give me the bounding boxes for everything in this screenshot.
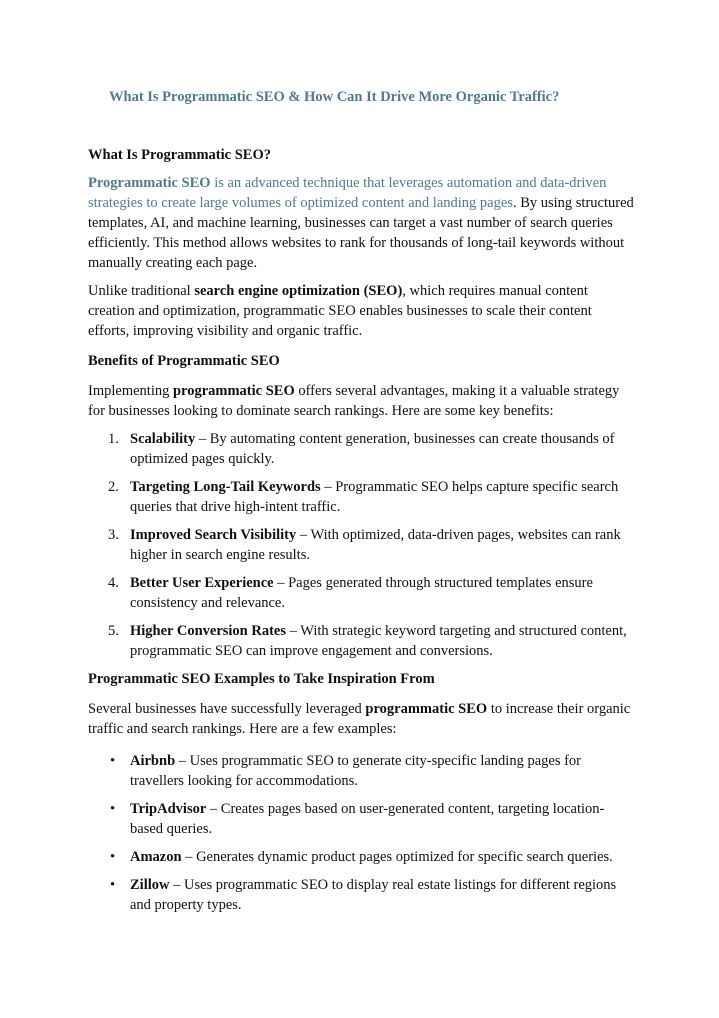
paragraph-comparison xyxy=(88,281,636,341)
list-item-term: Better User Experience xyxy=(130,575,274,591)
examples-list xyxy=(88,751,636,915)
list-item-text: – Pages generated through structured templates ensure consistency and relevance. xyxy=(130,575,593,611)
list-item-text: – Uses programmatic SEO to display real estate listings for different regions and property types. xyxy=(130,877,617,913)
document-title: What Is Programmatic SEO & How Can It Drive More Organic Traffic? xyxy=(109,89,560,105)
programmatic-seo-link[interactable]: Programmatic SEO xyxy=(88,175,211,191)
list-item xyxy=(88,847,636,867)
list-item-term: Amazon xyxy=(130,849,182,865)
benefits-list xyxy=(88,429,636,661)
seo-bold-term: search engine optimization (SEO) xyxy=(194,283,403,299)
comparison-text-end: , which requires manual content creation and optimization, programmatic SEO enables businesses to scale their content efforts, improving visibility and organic traffic. xyxy=(88,283,592,339)
bullet-icon: • xyxy=(110,801,116,817)
list-item-text: – With strategic keyword targeting and structured content, programmatic SEO can improve engagement and conversions. xyxy=(130,623,627,659)
list-item xyxy=(88,477,636,517)
section-heading-what-is: What Is Programmatic SEO? xyxy=(88,147,271,163)
list-item-term: Targeting Long-Tail Keywords xyxy=(130,479,321,495)
list-item-text: – Creates pages based on user-generated content, targeting location-based queries. xyxy=(130,801,605,837)
list-item-text: – Uses programmatic SEO to generate city-specific landing pages for travellers looking for accommodations. xyxy=(130,753,582,789)
benefits-intro-start: Implementing xyxy=(88,383,173,399)
bullet-icon: • xyxy=(110,753,116,769)
list-item-term: Higher Conversion Rates xyxy=(130,623,287,639)
list-item-text: – With optimized, data-driven pages, websites can rank higher in search engine results. xyxy=(130,527,621,563)
list-item xyxy=(88,875,636,915)
list-item-term: Airbnb xyxy=(130,753,176,769)
paragraph-benefits-intro xyxy=(88,381,636,421)
list-item xyxy=(88,525,636,565)
benefits-intro-bold: programmatic SEO xyxy=(172,383,295,399)
section-heading-examples: Programmatic SEO Examples to Take Inspiration From xyxy=(88,671,435,687)
definition-accent-text: is an advanced technique that leverages automation and data-driven strategies to create large volumes of optimized content and landing pages xyxy=(88,175,607,211)
bullet-icon: • xyxy=(110,849,116,865)
list-item-text: – By automating content generation, businesses can create thousands of optimized pages quickly. xyxy=(130,431,615,467)
list-number: 3. xyxy=(108,527,119,543)
list-number: 4. xyxy=(108,575,119,591)
list-number: 1. xyxy=(108,431,119,447)
list-item-term: TripAdvisor xyxy=(130,801,207,817)
definition-text: . By using structured templates, AI, and machine learning, businesses can target a vast number of search queries efficiently. This method allows websites to rank for thousands of long-tail keywords without manually creating each page. xyxy=(88,195,634,271)
list-item xyxy=(88,751,636,791)
list-item-text: – Programmatic SEO helps capture specific search queries that drive high-intent traffic. xyxy=(130,479,619,515)
examples-intro-start: Several businesses have successfully leveraged xyxy=(88,701,366,717)
list-item-term: Improved Search Visibility xyxy=(130,527,297,543)
paragraph-definition xyxy=(88,173,636,273)
list-item-text: – Generates dynamic product pages optimized for specific search queries. xyxy=(181,849,613,865)
paragraph-examples-intro xyxy=(88,699,636,739)
section-heading-benefits: Benefits of Programmatic SEO xyxy=(88,353,280,369)
list-item xyxy=(88,621,636,661)
bullet-icon: • xyxy=(110,877,116,893)
comparison-text-start: Unlike traditional xyxy=(88,283,195,299)
benefits-intro-end: offers several advantages, making it a valuable strategy for businesses looking to dominate search rankings. Here are some key benefits: xyxy=(88,383,620,419)
list-number: 5. xyxy=(108,623,119,639)
list-item xyxy=(88,429,636,469)
examples-intro-end: to increase their organic traffic and search rankings. Here are a few examples: xyxy=(88,701,631,737)
list-item-term: Scalability xyxy=(130,431,196,447)
document-body xyxy=(88,145,636,923)
list-item xyxy=(88,573,636,613)
examples-intro-bold: programmatic SEO xyxy=(365,701,488,717)
list-number: 2. xyxy=(108,479,119,495)
list-item-term: Zillow xyxy=(130,877,170,893)
list-item xyxy=(88,799,636,839)
